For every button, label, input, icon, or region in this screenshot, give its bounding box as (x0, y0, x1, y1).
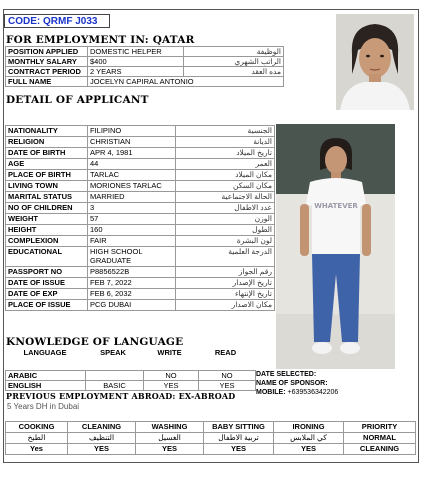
table-row (6, 203, 275, 214)
table-row (6, 214, 275, 225)
field-label: PASSPORT NO (6, 267, 88, 278)
language-column-headers (6, 347, 254, 359)
field-label: PLACE OF ISSUE (6, 300, 88, 311)
field-value: $400 (88, 57, 184, 67)
priority-value: CLEANING (344, 444, 416, 455)
sponsor-name-label: NAME OF SPONSOR: (256, 380, 328, 387)
table-row (6, 181, 275, 192)
table-row (6, 148, 275, 159)
field-label: LIVING TOWN (6, 181, 88, 192)
skill-arabic: الطبخ (6, 433, 68, 444)
skill-value: YES (68, 444, 136, 455)
field-label: DATE OF BIRTH (6, 148, 88, 159)
field-value: DOMESTIC HELPER (88, 47, 184, 57)
mobile-number: +639536342206 (287, 389, 339, 396)
field-value: P8856522B (88, 267, 176, 278)
portrait-illustration (336, 14, 414, 110)
field-label: POSITION APPLIED (6, 47, 88, 57)
skill-value: YES (136, 444, 204, 455)
table-row (6, 225, 275, 236)
field-value: 57 (88, 214, 176, 225)
field-value: 3 (88, 203, 176, 214)
field-label: MARITAL STATUS (6, 192, 88, 203)
field-label-arabic: الطول (176, 225, 275, 236)
skill-header: COOKING (6, 422, 68, 433)
field-label-arabic: الراتب الشهري (184, 57, 284, 67)
field-label: COMPLEXION (6, 236, 88, 247)
field-label: NO OF CHILDREN (6, 203, 88, 214)
table-row (6, 67, 284, 77)
date-selected-label: DATE SELECTED: (256, 371, 317, 378)
language-table (5, 370, 256, 391)
field-label-arabic: الديانة (176, 137, 275, 148)
employment-table (5, 46, 284, 87)
applicant-full-body-photo (276, 124, 395, 369)
table-row (6, 47, 284, 57)
language-speak (86, 371, 144, 381)
field-value: FEB 6, 2032 (88, 289, 176, 300)
table-row (6, 137, 275, 148)
field-value: MARRIED (88, 192, 176, 203)
table-row (6, 192, 275, 203)
skill-value: YES (274, 444, 344, 455)
language-write: NO (144, 371, 199, 381)
field-label-arabic: لون البشرة (176, 236, 275, 247)
table-row (6, 170, 275, 181)
language-heading: KNOWLEDGE OF LANGUAGE (6, 336, 184, 348)
table-row (6, 159, 275, 170)
table-row (6, 267, 275, 278)
field-label: CONTRACT PERIOD (6, 67, 88, 77)
field-label-arabic: رقم الجواز (176, 267, 275, 278)
language-read: YES (199, 381, 256, 391)
previous-employment-heading: PREVIOUS EMPLOYMENT ABROAD: EX-ABROAD (6, 391, 236, 401)
field-label: NATIONALITY (6, 126, 88, 137)
field-value: FAIR (88, 236, 176, 247)
priority-level: NORMAL (344, 433, 416, 444)
table-row (6, 381, 256, 391)
field-value: APR 4, 1981 (88, 148, 176, 159)
skill-value: YES (204, 444, 274, 455)
field-label-arabic: الحالة الاجتماعية (176, 192, 275, 203)
detail-heading: DETAIL OF APPLICANT (6, 94, 149, 106)
field-label-arabic: تاريخ الميلاد (176, 148, 275, 159)
skill-header: BABY SITTING (204, 422, 274, 433)
field-label: DATE OF EXP (6, 289, 88, 300)
skill-header: CLEANING (68, 422, 136, 433)
field-value: FILIPINO (88, 126, 176, 137)
field-label: EDUCATIONAL (6, 247, 88, 267)
table-row (6, 247, 275, 267)
mobile-line (256, 388, 338, 397)
field-value: 44 (88, 159, 176, 170)
table-row (6, 236, 275, 247)
field-label: PLACE OF BIRTH (6, 170, 88, 181)
field-value: HIGH SCHOOL GRADUATE (88, 247, 176, 267)
column-header: LANGUAGE (23, 348, 67, 357)
field-label: WEIGHT (6, 214, 88, 225)
skill-value: Yes (6, 444, 68, 455)
column-header: READ (214, 348, 237, 357)
mobile-label: MOBILE: (256, 389, 286, 396)
table-row (6, 278, 275, 289)
field-value: TARLAC (88, 170, 176, 181)
field-label-arabic: الجنسية (176, 126, 275, 137)
field-value: PCG DUBAI (88, 300, 176, 311)
field-value: 2 YEARS (88, 67, 184, 77)
field-value: 160 (88, 225, 176, 236)
field-label-arabic: تاريخ الإنتهاء (176, 289, 275, 300)
field-label-arabic: تاريخ الإصدار (176, 278, 275, 289)
skill-header: PRIORITY (344, 422, 416, 433)
language-name: ARABIC (6, 371, 86, 381)
language-name: ENGLISH (6, 381, 86, 391)
employment-heading: FOR EMPLOYMENT IN: QATAR (6, 34, 195, 46)
field-label-arabic: عدد الاطفال (176, 203, 275, 214)
field-value: CHRISTIAN (88, 137, 176, 148)
skills-value-row (6, 444, 416, 455)
skill-header: WASHING (136, 422, 204, 433)
column-header: SPEAK (100, 348, 126, 357)
field-label-arabic: مده العقد (184, 67, 284, 77)
field-label-arabic: مكان الميلاد (176, 170, 275, 181)
table-row (6, 126, 275, 137)
skill-arabic: التنظيف (68, 433, 136, 444)
field-value: FEB 7, 2022 (88, 278, 176, 289)
table-row (6, 300, 275, 311)
field-label: AGE (6, 159, 88, 170)
language-write: YES (144, 381, 199, 391)
field-value: JOCELYN CAPIRAL ANTONIO (88, 77, 284, 87)
tshirt-print: WHATEVER (314, 202, 358, 210)
skill-header: IRONING (274, 422, 344, 433)
field-label-arabic: الدرجة العلمية (176, 247, 275, 267)
field-label-arabic: الوزن (176, 214, 275, 225)
language-speak: BASIC (86, 381, 144, 391)
full-body-illustration (276, 124, 395, 369)
skills-arabic-row (6, 433, 416, 444)
table-row (6, 289, 275, 300)
applicant-details-table (5, 125, 275, 311)
skill-arabic: الغسيل (136, 433, 204, 444)
field-label-arabic: مكان السكن (176, 181, 275, 192)
previous-employment-note: 5 Years DH in Dubai (7, 402, 80, 411)
field-label-arabic: العمر (176, 159, 275, 170)
skills-header-row (6, 422, 416, 433)
table-row (6, 371, 256, 381)
table-row (6, 57, 284, 67)
field-label: DATE OF ISSUE (6, 278, 88, 289)
field-value: MORIONES TARLAC (88, 181, 176, 192)
skill-arabic: كي الملابس (274, 433, 344, 444)
sponsor-block (256, 370, 338, 397)
language-read: NO (199, 371, 256, 381)
skills-table (5, 421, 416, 455)
field-label-arabic: مكان الاصدار (176, 300, 275, 311)
applicant-code: CODE: QRMF J033 (4, 14, 110, 28)
column-header: WRITE (157, 348, 182, 357)
field-label: HEIGHT (6, 225, 88, 236)
field-label-arabic: الوظيفة (184, 47, 284, 57)
skill-arabic: تربية الاطفال (204, 433, 274, 444)
applicant-portrait-photo (336, 14, 414, 110)
field-label: FULL NAME (6, 77, 88, 87)
table-row (6, 77, 284, 87)
field-label: MONTHLY SALARY (6, 57, 88, 67)
field-label: RELIGION (6, 137, 88, 148)
